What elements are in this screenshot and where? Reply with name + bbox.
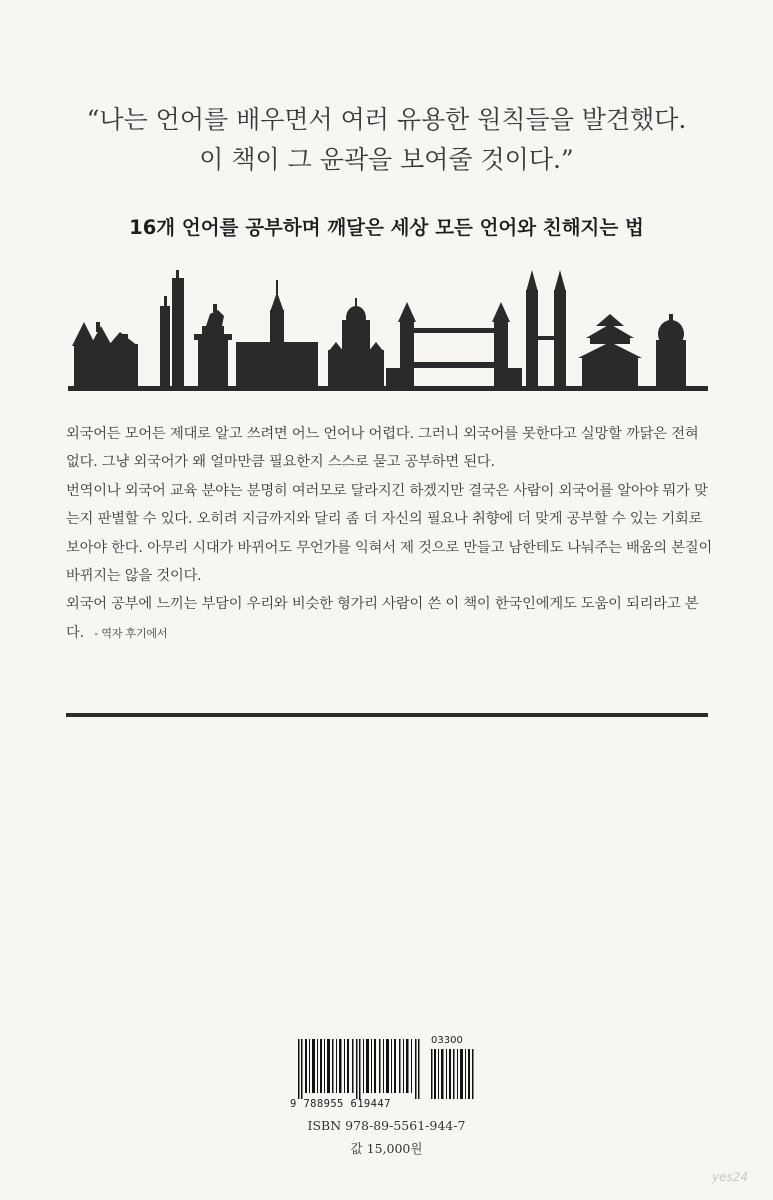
body-paragraph-3 <box>66 590 714 648</box>
domed-capitol-icon <box>656 314 686 386</box>
book-price: 값 15,000원 <box>350 1141 423 1156</box>
skyline-ground-line <box>68 386 708 391</box>
manor-house-icon <box>72 322 138 386</box>
section-divider <box>66 713 708 717</box>
tower-bridge-icon <box>386 302 522 386</box>
equestrian-monument-icon <box>194 304 232 386</box>
twin-towers-icon <box>526 270 566 386</box>
store-watermark: yes24 <box>712 1170 749 1184</box>
temple-icon <box>578 314 642 386</box>
barcode-bars <box>296 1039 422 1099</box>
back-cover-quote <box>0 100 773 180</box>
quote-line-2: 이 책이 그 윤곽을 보여줄 것이다.” <box>199 145 574 174</box>
translator-credit: - 역자 후기에서 <box>94 626 168 640</box>
body-paragraph-2: 번역이나 외국어 교육 분야는 분명히 여러모로 달라지긴 하겠지만 결국은 사람이 외국어를 알아야 뭐가 맞는지 판별할 수 있다. 오히려 지금까지와 달리 좀 더 자신의 필요나 취향에 더 맞게 공부할 수 있는 기회로 보아야 한다. 아무리 시대가 바뀌어도 무언가를 익혀서 제 것으로 만들고 남한테도 나눠주는 배움의 본질이 바뀌지는 않을 것이다. <box>66 482 713 585</box>
city-skyline-illustration <box>68 270 708 394</box>
book-subtitle: 16개 언어를 공부하며 깨달은 세상 모든 언어와 친해지는 법 <box>129 216 644 239</box>
back-cover-body <box>66 420 714 648</box>
quote-line-1: “나는 언어를 배우면서 여러 유용한 원칙들을 발견했다. <box>86 105 687 134</box>
isbn-number: ISBN 978-89-5561-944-7 <box>307 1118 466 1133</box>
skyscraper-icon <box>160 270 184 386</box>
body-paragraph-3-text: 외국어 공부에 느끼는 부담이 우리와 비슷한 형가리 사람이 쓴 이 책이 한국인에게도 도움이 되리라고 본다. <box>66 596 699 641</box>
price-code-label: 03300 <box>431 1035 463 1046</box>
body-paragraph-1: 외국어든 모어든 제대로 알고 쓰려면 어느 언어나 어렵다. 그러니 외국어를 못한다고 실망할 까닭은 전혀 없다. 그냥 외국어가 왜 얼마만큼 필요한지 스스로 묻고 공부하면 된다. <box>66 426 699 471</box>
barcode-digits: 9 788955 619447 <box>290 1098 391 1110</box>
isbn-barcode <box>290 1035 476 1113</box>
town-hall-icon <box>236 280 318 386</box>
cathedral-icon <box>328 298 384 386</box>
price-code-bars <box>430 1049 476 1099</box>
